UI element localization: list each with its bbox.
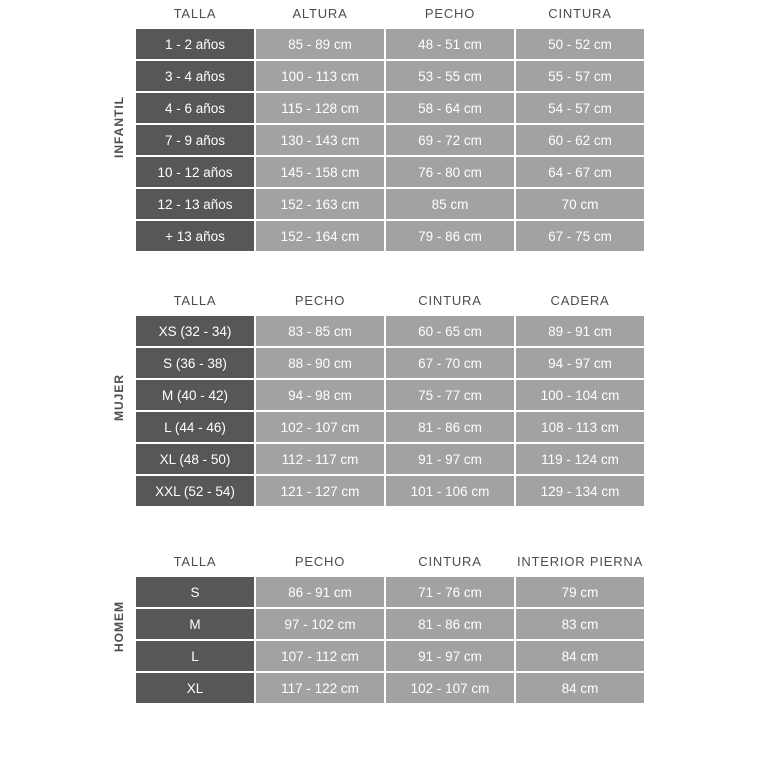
cell-value: 83 - 85 cm (256, 316, 384, 346)
cell-size: XL (48 - 50) (136, 444, 254, 474)
cell-size: M (136, 609, 254, 639)
category-label-mujer-text: MUJER (112, 373, 126, 421)
column-header-talla: TALLA (173, 6, 217, 21)
cell-size: XS (32 - 34) (136, 316, 254, 346)
column-header-cintura: CINTURA (418, 293, 482, 308)
cell-size: S (136, 577, 254, 607)
section-spacer (0, 253, 770, 287)
category-label-homem-text: HOMEM (112, 601, 126, 652)
size-table-homem (134, 548, 646, 705)
cell-value: 102 - 107 cm (386, 673, 514, 703)
cell-value: 89 - 91 cm (516, 316, 644, 346)
column-header-cadera: CADERA (550, 293, 610, 308)
table-row (136, 444, 644, 474)
cell-value: 121 - 127 cm (256, 476, 384, 506)
cell-value: 152 - 163 cm (256, 189, 384, 219)
cell-value: 91 - 97 cm (386, 444, 514, 474)
cell-value: 67 - 70 cm (386, 348, 514, 378)
column-header-altura: ALTURA (292, 6, 348, 21)
table-row (136, 93, 644, 123)
cell-value: 145 - 158 cm (256, 157, 384, 187)
table-row (136, 316, 644, 346)
table-row (136, 577, 644, 607)
cell-value: 112 - 117 cm (256, 444, 384, 474)
cell-value: 53 - 55 cm (386, 61, 514, 91)
column-header-pecho: PECHO (294, 293, 346, 308)
cell-value: 75 - 77 cm (386, 380, 514, 410)
cell-value: 86 - 91 cm (256, 577, 384, 607)
cell-value: 115 - 128 cm (256, 93, 384, 123)
size-table-homem-block (0, 548, 770, 705)
table-row (136, 189, 644, 219)
cell-value: 69 - 72 cm (386, 125, 514, 155)
cell-size: 3 - 4 años (136, 61, 254, 91)
column-header-talla: TALLA (173, 554, 217, 569)
table-row (136, 673, 644, 703)
cell-value: 84 cm (516, 641, 644, 671)
size-table-mujer (134, 287, 646, 508)
cell-value: 48 - 51 cm (386, 29, 514, 59)
cell-size: 4 - 6 años (136, 93, 254, 123)
cell-value: 71 - 76 cm (386, 577, 514, 607)
cell-value: 54 - 57 cm (516, 93, 644, 123)
table-row (136, 221, 644, 251)
cell-value: 50 - 52 cm (516, 29, 644, 59)
table-row (136, 29, 644, 59)
cell-size: XL (136, 673, 254, 703)
cell-value: 58 - 64 cm (386, 93, 514, 123)
category-label-mujer (0, 287, 134, 508)
cell-value: 100 - 104 cm (516, 380, 644, 410)
cell-value: 108 - 113 cm (516, 412, 644, 442)
column-header-cintura: CINTURA (548, 6, 612, 21)
table-row (136, 412, 644, 442)
cell-value: 97 - 102 cm (256, 609, 384, 639)
size-table-mujer-block (0, 287, 770, 508)
table-row (136, 380, 644, 410)
column-header-pecho: PECHO (424, 6, 476, 21)
cell-value: 76 - 80 cm (386, 157, 514, 187)
size-table-infantil-block (0, 0, 770, 253)
cell-size: 1 - 2 años (136, 29, 254, 59)
cell-size: 7 - 9 años (136, 125, 254, 155)
cell-value: 60 - 65 cm (386, 316, 514, 346)
column-header-pecho: PECHO (294, 554, 346, 569)
category-label-homem (0, 548, 134, 705)
cell-size: S (36 - 38) (136, 348, 254, 378)
table-row (136, 348, 644, 378)
table-header-row (136, 550, 644, 575)
column-header-talla: TALLA (173, 293, 217, 308)
cell-value: 85 - 89 cm (256, 29, 384, 59)
table-row (136, 641, 644, 671)
table-row (136, 157, 644, 187)
cell-value: 129 - 134 cm (516, 476, 644, 506)
column-header-interior-pierna: INTERIOR PIERNA (516, 554, 644, 569)
cell-value: 119 - 124 cm (516, 444, 644, 474)
table-row (136, 125, 644, 155)
cell-size: L (44 - 46) (136, 412, 254, 442)
table-row (136, 61, 644, 91)
cell-value: 100 - 113 cm (256, 61, 384, 91)
cell-value: 130 - 143 cm (256, 125, 384, 155)
cell-value: 79 cm (516, 577, 644, 607)
cell-value: 152 - 164 cm (256, 221, 384, 251)
cell-size: 12 - 13 años (136, 189, 254, 219)
cell-value: 102 - 107 cm (256, 412, 384, 442)
cell-size: M (40 - 42) (136, 380, 254, 410)
table-row (136, 476, 644, 506)
cell-value: 107 - 112 cm (256, 641, 384, 671)
section-spacer (0, 508, 770, 548)
cell-size: XXL (52 - 54) (136, 476, 254, 506)
cell-value: 117 - 122 cm (256, 673, 384, 703)
column-header-cintura: CINTURA (418, 554, 482, 569)
cell-value: 91 - 97 cm (386, 641, 514, 671)
size-table-infantil (134, 0, 646, 253)
table-header-row (136, 289, 644, 314)
cell-value: 60 - 62 cm (516, 125, 644, 155)
cell-value: 67 - 75 cm (516, 221, 644, 251)
table-row (136, 609, 644, 639)
cell-value: 83 cm (516, 609, 644, 639)
cell-value: 55 - 57 cm (516, 61, 644, 91)
cell-size: 10 - 12 años (136, 157, 254, 187)
cell-value: 64 - 67 cm (516, 157, 644, 187)
cell-value: 70 cm (516, 189, 644, 219)
cell-value: 94 - 98 cm (256, 380, 384, 410)
category-label-infantil-text: INFANTIL (112, 95, 126, 158)
cell-value: 81 - 86 cm (386, 609, 514, 639)
cell-value: 94 - 97 cm (516, 348, 644, 378)
cell-value: 101 - 106 cm (386, 476, 514, 506)
cell-value: 81 - 86 cm (386, 412, 514, 442)
cell-value: 84 cm (516, 673, 644, 703)
cell-size: + 13 años (136, 221, 254, 251)
category-label-infantil (0, 0, 134, 253)
table-header-row (136, 2, 644, 27)
cell-value: 79 - 86 cm (386, 221, 514, 251)
cell-value: 88 - 90 cm (256, 348, 384, 378)
cell-value: 85 cm (386, 189, 514, 219)
cell-size: L (136, 641, 254, 671)
